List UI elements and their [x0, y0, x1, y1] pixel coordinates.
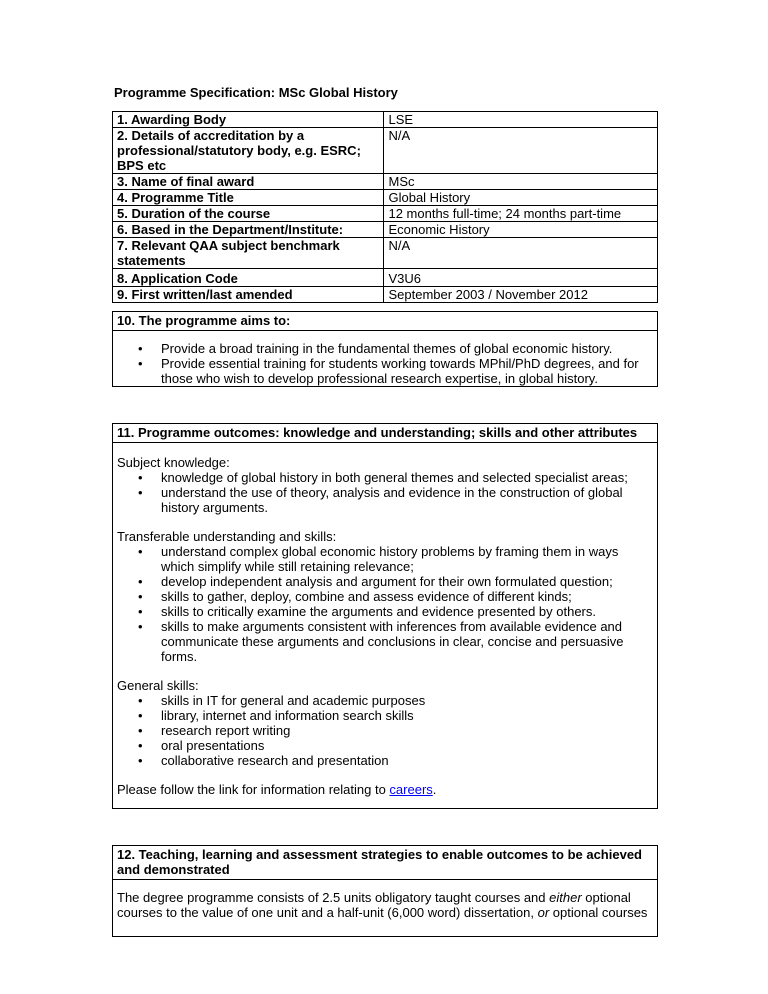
- list-item: • research report writing: [117, 723, 653, 738]
- spec-label: 9. First written/last amended: [113, 287, 384, 303]
- spec-label: 5. Duration of the course: [113, 206, 384, 222]
- teaching-emphasis-either: either: [549, 890, 582, 905]
- list-item: • oral presentations: [117, 738, 653, 753]
- list-item: • skills to gather, deploy, combine and assess evidence of different kinds;: [117, 589, 653, 604]
- list-item: • Provide a broad training in the fundamental themes of global economic history.: [117, 341, 653, 356]
- spec-row: [113, 269, 658, 287]
- spec-row: [113, 222, 658, 238]
- spec-value: N/A: [384, 128, 658, 174]
- document-title: Programme Specification: MSc Global History: [114, 85, 398, 100]
- list-item: • library, internet and information search skills: [117, 708, 653, 723]
- list-item: • collaborative research and presentation: [117, 753, 653, 768]
- spec-label: 2. Details of accreditation by a professional/statutory body, e.g. ESRC; BPS etc: [113, 128, 384, 174]
- teaching-text-part: optional courses to the value of one unit and a half-unit (6,000 word) dissertation,: [117, 890, 631, 920]
- spec-row: [113, 206, 658, 222]
- list-item: • skills to critically examine the arguments and evidence presented by others.: [117, 604, 653, 619]
- spec-value: Global History: [384, 190, 658, 206]
- list-item: • knowledge of global history in both general themes and selected specialist areas;: [117, 470, 653, 485]
- outcomes-header: 11. Programme outcomes: knowledge and understanding; skills and other attributes: [113, 424, 657, 443]
- list-item: • develop independent analysis and argument for their own formulated question;: [117, 574, 653, 589]
- spec-row: [113, 190, 658, 206]
- spec-row: [113, 128, 658, 174]
- teaching-header: 12. Teaching, learning and assessment strategies to enable outcomes to be achieved and demonstrated: [113, 846, 657, 880]
- spec-label: 8. Application Code: [113, 269, 384, 287]
- list-item: • Provide essential training for students working towards MPhil/PhD degrees, and for those who wish to develop professional research expertise, in global history.: [117, 356, 653, 386]
- teaching-text-part: The degree programme consists of 2.5 units obligatory taught courses and: [117, 890, 550, 905]
- subject-knowledge-label: Subject knowledge:: [117, 455, 230, 470]
- teaching-emphasis-or: or: [537, 905, 550, 920]
- subject-knowledge-list: [117, 470, 653, 515]
- transferable-skills-label: Transferable understanding and skills:: [117, 529, 337, 544]
- careers-suffix: .: [432, 782, 437, 797]
- list-item: • understand the use of theory, analysis and evidence in the construction of global history arguments.: [117, 485, 653, 515]
- general-skills-list: [117, 693, 653, 768]
- teaching-section: [112, 845, 658, 937]
- aims-list: [117, 341, 653, 386]
- general-skills-label: General skills:: [117, 678, 199, 693]
- outcomes-section: [112, 423, 658, 809]
- spec-value: Economic History: [384, 222, 658, 238]
- spec-label: 4. Programme Title: [113, 190, 384, 206]
- spec-row: [113, 174, 658, 190]
- spec-label: 7. Relevant QAA subject benchmark statements: [113, 238, 384, 269]
- list-item: • skills in IT for general and academic purposes: [117, 693, 653, 708]
- teaching-text: [117, 890, 653, 920]
- aims-header: 10. The programme aims to:: [113, 312, 657, 331]
- careers-link[interactable]: careers: [389, 782, 433, 797]
- spec-row: [113, 112, 658, 128]
- spec-value: MSc: [384, 174, 658, 190]
- spec-value: LSE: [384, 112, 658, 128]
- spec-row: [113, 287, 658, 303]
- transferable-skills-list: [117, 544, 653, 664]
- teaching-text-part: optional courses: [549, 905, 648, 920]
- list-item: • skills to make arguments consistent with inferences from available evidence and communicate these arguments and conclusions in clear, concise and persuasive forms.: [117, 619, 653, 664]
- spec-table: [112, 111, 658, 303]
- spec-label: 3. Name of final award: [113, 174, 384, 190]
- spec-label: 6. Based in the Department/Institute:: [113, 222, 384, 238]
- aims-section: [112, 311, 658, 387]
- careers-prefix: Please follow the link for information relating to: [117, 782, 390, 797]
- spec-value: September 2003 / November 2012: [384, 287, 658, 303]
- careers-sentence: [117, 782, 653, 797]
- spec-label: 1. Awarding Body: [113, 112, 384, 128]
- spec-row: [113, 238, 658, 269]
- spec-value: N/A: [384, 238, 658, 269]
- list-item: • understand complex global economic history problems by framing them in ways which simplify while still retaining relevance;: [117, 544, 653, 574]
- spec-value: 12 months full-time; 24 months part-time: [384, 206, 658, 222]
- spec-value: V3U6: [384, 269, 658, 287]
